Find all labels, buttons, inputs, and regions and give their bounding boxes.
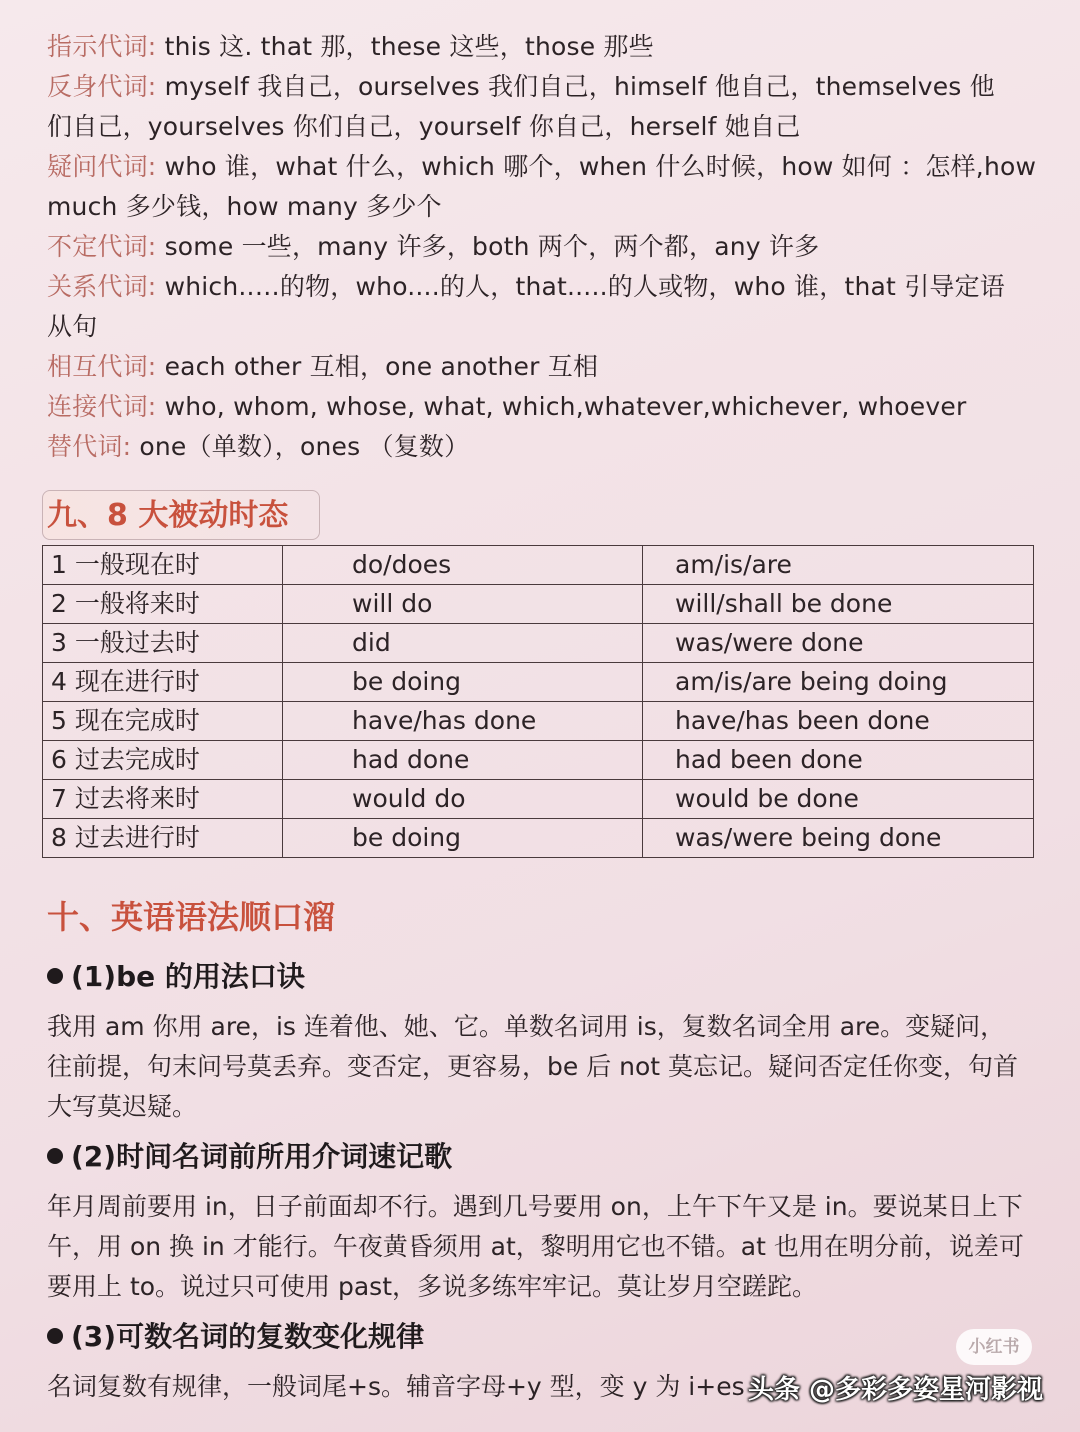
pronoun-text: this 这. that 那，these 这些，those 那些 xyxy=(156,32,654,61)
pronoun-label: 指示代词: xyxy=(47,32,157,61)
pronoun-text: much 多少钱，how many 多少个 xyxy=(47,192,442,221)
active-cell: did xyxy=(283,624,643,663)
pronoun-label: 连接代词: xyxy=(47,392,157,421)
passive-cell: was/were being done xyxy=(643,819,1034,858)
paragraph-line: 我用 am 你用 are，is 连着他、她、它。单数名词用 is，复数名词全用 are。变疑问， xyxy=(47,1012,1006,1041)
table-row xyxy=(43,624,1034,663)
active-cell: have/has done xyxy=(283,702,643,741)
pronoun-line xyxy=(47,187,442,227)
bullet-dot-icon xyxy=(47,968,63,984)
table-row xyxy=(43,741,1034,780)
passive-cell: am/is/are being doing xyxy=(643,663,1034,702)
pronoun-text: 从句 xyxy=(47,312,98,341)
active-cell: will do xyxy=(283,585,643,624)
watermark-text: 头条 @多彩多姿星河影视 xyxy=(748,1375,1044,1405)
section-heading-tag xyxy=(42,490,320,540)
bullet-heading xyxy=(47,1137,452,1177)
pronoun-line xyxy=(47,67,995,107)
bullet-heading-text: (1)be 的用法口诀 xyxy=(71,960,305,993)
passive-cell: have/has been done xyxy=(643,702,1034,741)
bullet-heading-text: (3)可数名词的复数变化规律 xyxy=(71,1320,425,1353)
paragraph-line: 往前提，句末问号莫丢弃。变否定，更容易，be 后 not 莫忘记。疑问否定任你变，句首 xyxy=(47,1052,1019,1081)
pronoun-label: 不定代词: xyxy=(47,232,157,261)
active-cell: be doing xyxy=(283,663,643,702)
table-row xyxy=(43,585,1034,624)
pronoun-line xyxy=(47,267,1005,307)
table-row xyxy=(43,780,1034,819)
tense-cell: 1 一般现在时 xyxy=(43,546,283,585)
tense-cell: 3 一般过去时 xyxy=(43,624,283,663)
active-cell: had done xyxy=(283,741,643,780)
tense-cell: 5 现在完成时 xyxy=(43,702,283,741)
pronoun-label: 相互代词: xyxy=(47,352,157,381)
passive-cell: will/shall be done xyxy=(643,585,1034,624)
pronoun-line xyxy=(47,227,819,267)
pronoun-line xyxy=(47,387,966,427)
bullet-heading xyxy=(47,957,305,997)
paragraph-line: 午，用 on 换 in 才能行。午夜黄昏须用 at，黎明用它也不错。at 也用在明分前，说差可 xyxy=(47,1232,1024,1261)
paragraph-line: 名词复数有规律，一般词尾+s。辅音字母+y 型，变 y 为 i+es xyxy=(47,1372,745,1401)
bullet-dot-icon xyxy=(47,1148,63,1164)
tense-cell: 7 过去将来时 xyxy=(43,780,283,819)
table-row xyxy=(43,546,1034,585)
paragraph-line: 年月周前要用 in，日子前面却不行。遇到几号要用 on，上午下午又是 in。要说某日上下 xyxy=(47,1192,1023,1221)
pronoun-label: 反身代词: xyxy=(47,72,157,101)
pronoun-text: which..…的物，who....的人，that.....的人或物，who 谁，that 引导定语 xyxy=(156,272,1005,301)
tense-cell: 2 一般将来时 xyxy=(43,585,283,624)
paragraph-line: 大写莫迟疑。 xyxy=(47,1092,198,1121)
tense-cell: 6 过去完成时 xyxy=(43,741,283,780)
active-cell: would do xyxy=(283,780,643,819)
tense-cell: 8 过去进行时 xyxy=(43,819,283,858)
pronoun-line xyxy=(47,347,598,387)
section9-title: 九、8 大被动时态 xyxy=(47,498,289,533)
pronoun-label: 疑问代词: xyxy=(47,152,157,181)
pronoun-line xyxy=(47,427,469,467)
table-row xyxy=(43,702,1034,741)
active-cell: be doing xyxy=(283,819,643,858)
passive-cell: am/is/are xyxy=(643,546,1034,585)
bullet-heading xyxy=(47,1317,424,1357)
section10-title: 十、英语语法顺口溜 xyxy=(47,898,336,936)
xiaohongshu-badge: 小红书 xyxy=(956,1329,1032,1365)
pronoun-text: who, whom, whose, what, which,whatever,whichever, whoever xyxy=(156,392,967,421)
pronoun-line xyxy=(47,27,654,67)
passive-tense-table xyxy=(42,545,1034,858)
pronoun-text: 们自己，yourselves 你们自己，yourself 你自己，herself 她自己 xyxy=(47,112,801,141)
pronoun-label: 替代词: xyxy=(47,432,132,461)
active-cell: do/does xyxy=(283,546,643,585)
pronoun-text: each other 互相，one another 互相 xyxy=(156,352,599,381)
bullet-heading-text: (2)时间名词前所用介词速记歌 xyxy=(71,1140,453,1173)
bullet-dot-icon xyxy=(47,1328,63,1344)
passive-cell: was/were done xyxy=(643,624,1034,663)
pronoun-text: who 谁，what 什么，which 哪个，when 什么时候，how 如何 ：怎样,how xyxy=(156,152,1037,181)
pronoun-text: one（单数），ones （复数） xyxy=(131,432,470,461)
pronoun-line xyxy=(47,147,1036,187)
passive-cell: had been done xyxy=(643,741,1034,780)
passive-cell: would be done xyxy=(643,780,1034,819)
paragraph-line: 要用上 to。说过只可使用 past，多说多练牢牢记。莫让岁月空蹉跎。 xyxy=(47,1272,818,1301)
table-row xyxy=(43,819,1034,858)
pronoun-text: some 一些，many 许多，both 两个，两个都，any 许多 xyxy=(156,232,820,261)
pronoun-label: 关系代词: xyxy=(47,272,157,301)
pronoun-line xyxy=(47,307,97,347)
tense-cell: 4 现在进行时 xyxy=(43,663,283,702)
pronoun-line xyxy=(47,107,800,147)
pronoun-text: myself 我自己，ourselves 我们自己，himself 他自己，themselves 他 xyxy=(156,72,995,101)
table-row xyxy=(43,663,1034,702)
